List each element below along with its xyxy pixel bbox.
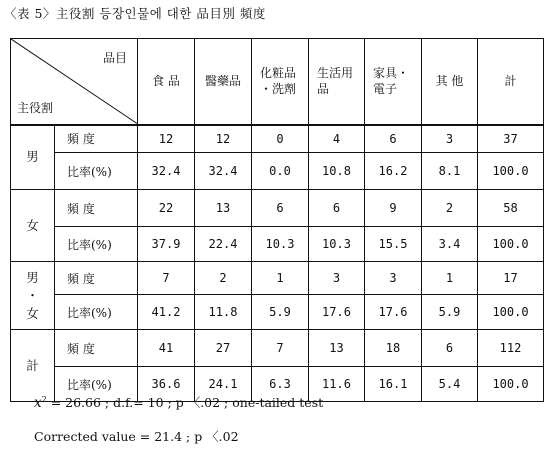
table-cell: 17.6 (309, 295, 365, 330)
row-group-label: 男 ・ 女 (11, 262, 55, 330)
chi-symbol: x (34, 395, 42, 411)
table-cell: 112 (478, 330, 544, 367)
metric-label: 比率(%) (55, 227, 138, 262)
metric-label: 頻 度 (55, 190, 138, 227)
statistics-text: = 26.66 ; d.f.= 10 ; p 〈.02 ; one-tailed test (50, 395, 324, 410)
table-cell: 100.0 (478, 295, 544, 330)
metric-label: 比率(%) (55, 367, 138, 402)
table-cell: 10.3 (309, 227, 365, 262)
table-cell: 0.0 (252, 153, 309, 190)
table-cell: 32.4 (195, 153, 252, 190)
table-cell: 27 (195, 330, 252, 367)
corrected-value-footnote: Corrected value = 21.4 ; p 〈.02 (34, 429, 239, 444)
statistics-footnote (34, 393, 323, 411)
table-cell: 6 (309, 190, 365, 227)
table-cell: 0 (252, 125, 309, 153)
table-row (11, 125, 544, 153)
table-cell: 41.2 (138, 295, 195, 330)
table-cell: 3.4 (422, 227, 478, 262)
table-cell: 7 (138, 262, 195, 295)
table-cell: 10.3 (252, 227, 309, 262)
table-cell: 8.1 (422, 153, 478, 190)
corner-column-label: 品目 (102, 51, 127, 65)
table-cell: 6 (422, 330, 478, 367)
table-cell: 17 (478, 262, 544, 295)
table-cell: 1 (252, 262, 309, 295)
table-cell: 5.9 (422, 295, 478, 330)
table-cell: 6 (252, 190, 309, 227)
corner-header (11, 39, 138, 125)
metric-label: 頻 度 (55, 262, 138, 295)
table-cell: 9 (365, 190, 422, 227)
frequency-table (10, 38, 544, 402)
table-cell: 5.9 (252, 295, 309, 330)
table-row (11, 262, 544, 295)
table-cell: 4 (309, 125, 365, 153)
chi-exponent: 2 (41, 394, 47, 404)
column-header: 醫藥品 (195, 39, 252, 125)
column-header: 化粧品 ・洗劑 (252, 39, 309, 125)
table-cell: 11.8 (195, 295, 252, 330)
corner-row-label: 主役割 (17, 100, 54, 115)
table-cell: 16.2 (365, 153, 422, 190)
metric-label: 頻 度 (55, 125, 138, 153)
metric-label: 比率(%) (55, 153, 138, 190)
table-cell: 15.5 (365, 227, 422, 262)
table-cell: 11.6 (309, 367, 365, 402)
row-group-label: 女 (11, 190, 55, 262)
table-cell: 36.6 (138, 367, 195, 402)
table-cell: 37.9 (138, 227, 195, 262)
table-body (11, 125, 544, 402)
table-cell: 12 (138, 125, 195, 153)
column-header: 計 (478, 39, 544, 125)
table-row (11, 227, 544, 262)
table-row (11, 190, 544, 227)
row-group-label: 男 (11, 125, 55, 190)
table-cell: 16.1 (365, 367, 422, 402)
table-cell: 3 (422, 125, 478, 153)
table-cell: 100.0 (478, 227, 544, 262)
metric-label: 頻 度 (55, 330, 138, 367)
table-caption: 〈表 5〉主役割 등장인물에 대한 品目別 頻度 (4, 6, 266, 21)
column-header: 生活用 品 (309, 39, 365, 125)
table-cell: 37 (478, 125, 544, 153)
table-cell: 100.0 (478, 153, 544, 190)
column-header: 家具・ 電子 (365, 39, 422, 125)
table-cell: 24.1 (195, 367, 252, 402)
table-cell: 2 (422, 190, 478, 227)
table-cell: 22.4 (195, 227, 252, 262)
table-cell: 2 (195, 262, 252, 295)
table-row (11, 330, 544, 367)
table-cell: 13 (309, 330, 365, 367)
table-cell: 7 (252, 330, 309, 367)
table-cell: 13 (195, 190, 252, 227)
table-cell: 1 (422, 262, 478, 295)
table-cell: 100.0 (478, 367, 544, 402)
table-cell: 3 (309, 262, 365, 295)
table-cell: 5.4 (422, 367, 478, 402)
table-cell: 6.3 (252, 367, 309, 402)
table-cell: 41 (138, 330, 195, 367)
column-header: 食 品 (138, 39, 195, 125)
metric-label: 比率(%) (55, 295, 138, 330)
table-cell: 6 (365, 125, 422, 153)
table-cell: 3 (365, 262, 422, 295)
table-cell: 58 (478, 190, 544, 227)
table-row (11, 295, 544, 330)
table-cell: 12 (195, 125, 252, 153)
column-header: 其 他 (422, 39, 478, 125)
table-cell: 22 (138, 190, 195, 227)
row-group-label: 計 (11, 330, 55, 402)
table-row (11, 153, 544, 190)
table-cell: 18 (365, 330, 422, 367)
table-cell: 10.8 (309, 153, 365, 190)
table-cell: 17.6 (365, 295, 422, 330)
table-cell: 32.4 (138, 153, 195, 190)
